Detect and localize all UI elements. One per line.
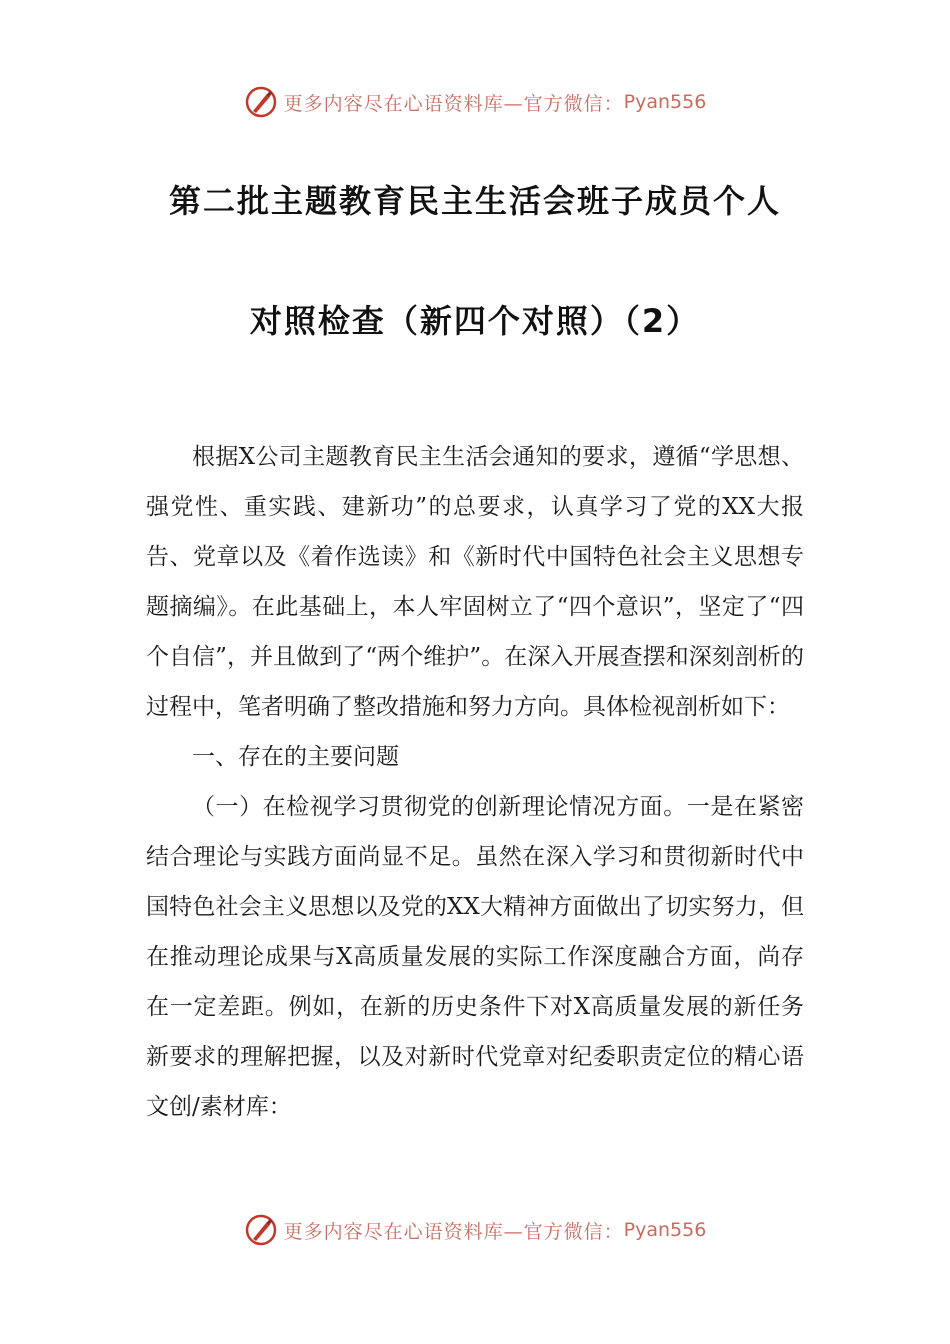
header-watermark-banner bbox=[0, 82, 950, 122]
paragraph-intro: 根据X公司主题教育民主生活会通知的要求，遵循“学思想、强党性、重实践、建新功”的总要求，认真学习了党的XX大报告、党章以及《着作选读》和《新时代中国特色社会主义思想专题摘编》。在此基础上，本人牢固树立了“四个意识”，坚定了“四个自信”，并且做到了“两个维护”。在深入开展查摆和深刻剖析的过程中，笔者明确了整改措施和努力方向。具体检视剖析如下： bbox=[146, 444, 804, 720]
banner-text: 更多内容尽在心语资料库—官方微信： bbox=[283, 1220, 624, 1243]
paragraph-section-1: （一）在检视学习贯彻党的创新理论情况方面。一是在紧密结合理论与实践方面尚显不足。虽然在深入学习和贯彻新时代中国特色社会主义思想以及党的XX大精神方面做出了切实努力，但在推动理论成果与X高质量发展的实际工作深度融合方面，尚存在一定差距。例如，在新的历史条件下对X高质量发展的新任务新要求的理解把握，以及对新时代党章对纪委职责定位的精心语文创/素材库： bbox=[146, 794, 804, 1120]
pen-logo-icon bbox=[244, 1213, 278, 1247]
banner-text: 更多内容尽在心语资料库—官方微信： bbox=[283, 92, 624, 115]
document-body bbox=[146, 432, 804, 1132]
footer-watermark-banner bbox=[0, 1210, 950, 1250]
document-title-line2: 对照检查（新四个对照）（2） bbox=[249, 302, 701, 340]
pen-logo-icon bbox=[244, 85, 278, 119]
document-title-line1: 第二批主题教育民主生活会班子成员个人 bbox=[168, 182, 781, 220]
banner-wechat-id: Pyan556 bbox=[623, 1219, 707, 1241]
banner-wechat-id: Pyan556 bbox=[623, 91, 707, 113]
section-heading: 一、存在的主要问题 bbox=[192, 744, 399, 770]
